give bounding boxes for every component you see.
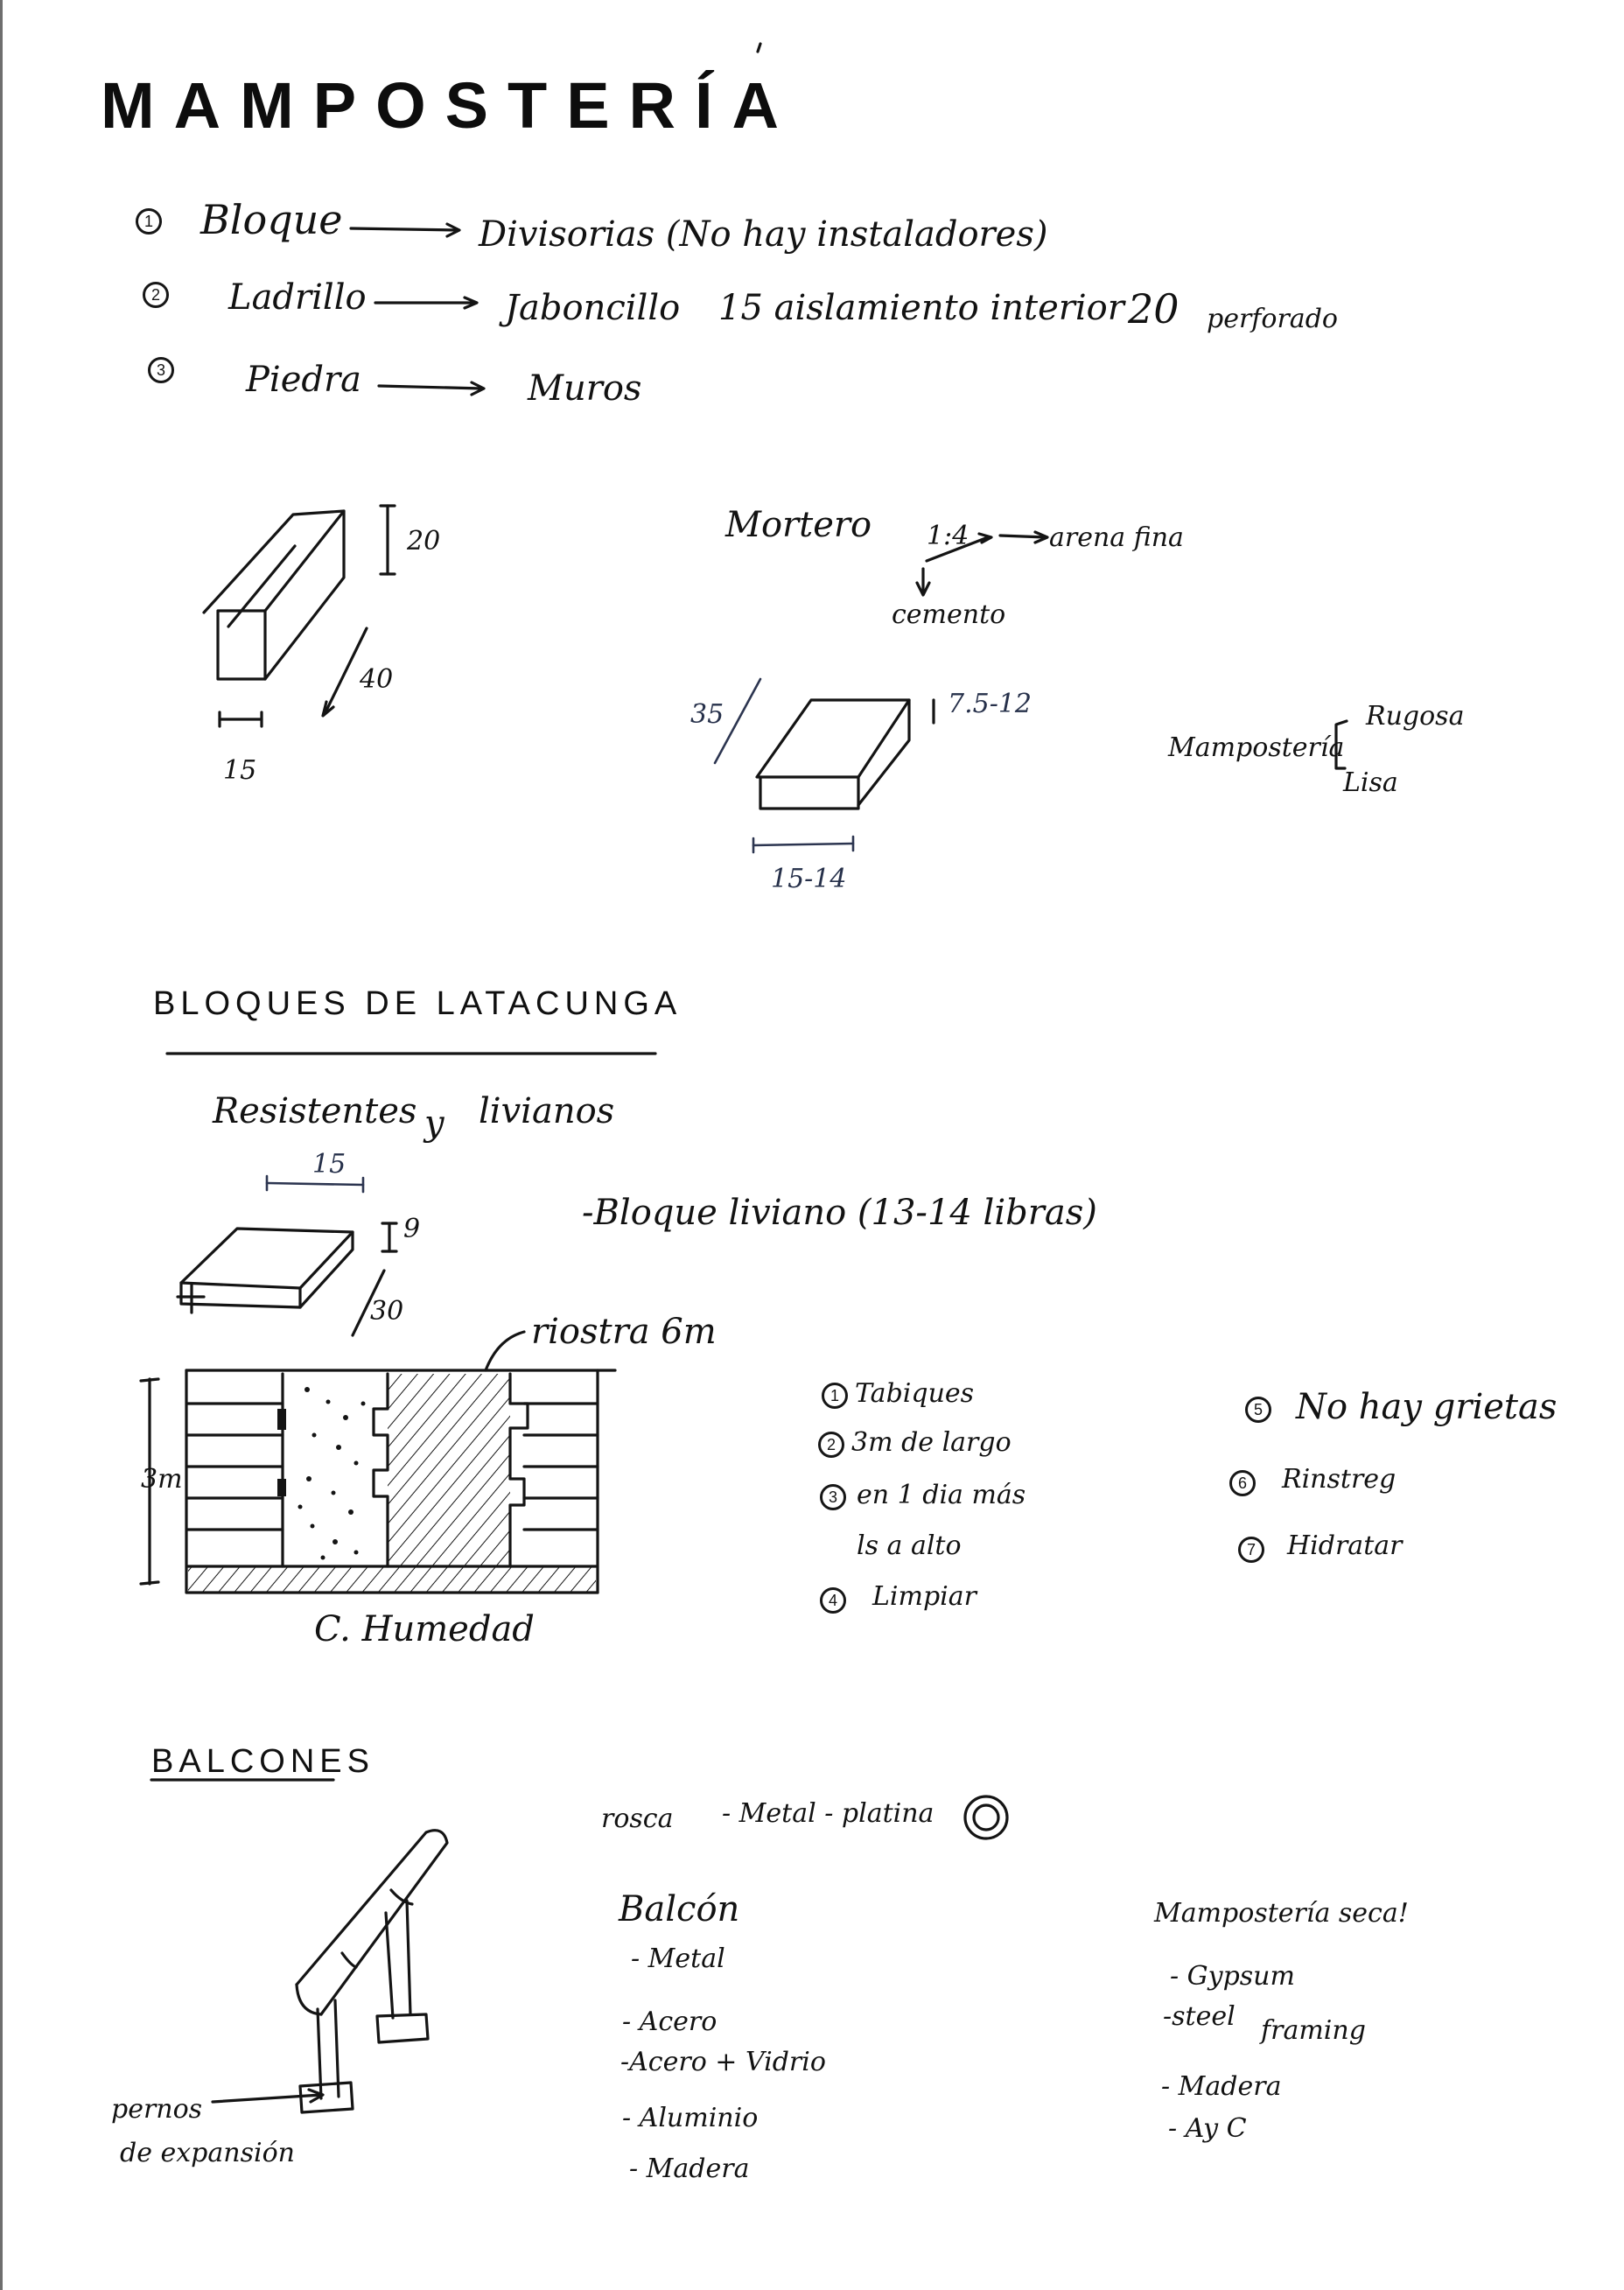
step-number-4: 4 — [820, 1587, 846, 1614]
ladrillo-type: perforado — [1207, 304, 1338, 334]
seca-item-madera: - Madera — [1161, 2071, 1282, 2102]
step-number-2: 2 — [818, 1432, 844, 1458]
block-width-label: 15 — [223, 755, 257, 786]
balcon-item-acero: - Acero — [622, 2006, 718, 2037]
note-number-5: 5 — [1245, 1397, 1271, 1423]
wall-height-label: 3m — [141, 1464, 183, 1495]
latacunga-subtitle-2: y — [424, 1103, 444, 1144]
material-use-ladrillo: Jaboncillo — [505, 288, 681, 328]
balcon-item-madera: - Madera — [629, 2153, 750, 2184]
mortero-ratio-target: arena fina — [1049, 522, 1184, 553]
latacunga-subtitle-3: livianos — [479, 1091, 615, 1131]
mamposteria-label: Mampostería — [1168, 732, 1345, 763]
latacunga-subtitle-1: Resistentes — [213, 1091, 417, 1131]
sketch-layer — [3, 0, 1624, 2290]
note-number-7: 7 — [1238, 1537, 1264, 1563]
step-text-3b: ls a alto — [857, 1530, 962, 1561]
railing-sketch — [213, 1831, 447, 2112]
balcon-item-metal: - Metal — [631, 1943, 725, 1974]
seca-item-ayc: - Ay C — [1168, 2113, 1247, 2144]
pernos-label-1: pernos — [111, 2094, 203, 2125]
note-number-6: 6 — [1229, 1470, 1256, 1496]
mortar-depth-label: 35 — [690, 699, 724, 730]
rosca-symbol — [965, 1796, 1007, 1838]
wall-section-sketch — [141, 1332, 615, 1593]
seca-item-steel: -steel — [1163, 2001, 1236, 2032]
balcones-heading: BALCONES — [151, 1743, 374, 1780]
material-use-bloque: Divisorias (No hay instaladores) — [479, 214, 1048, 255]
latacunga-block-height: 9 — [403, 1214, 421, 1244]
note-text-6: Rinstreg — [1282, 1464, 1396, 1495]
material-arrows — [351, 224, 484, 395]
item-number-2: 2 — [143, 282, 169, 308]
rosca-label: rosca — [601, 1803, 674, 1834]
balcon-item-acero-vidrio: -Acero + Vidrio — [620, 2047, 826, 2077]
latacunga-heading: BLOQUES DE LATACUNGA — [153, 985, 682, 1022]
mamposteria-option-rugosa: Rugosa — [1366, 701, 1465, 732]
seca-item-framing: framing — [1261, 2015, 1366, 2046]
accent-mark — [758, 44, 760, 52]
item-number-3: 3 — [148, 357, 174, 383]
mamposteria-option-lisa: Lisa — [1343, 767, 1398, 798]
material-name-piedra: Piedra — [246, 360, 361, 400]
step-text-3: en 1 dia más — [857, 1480, 1026, 1510]
material-name-ladrillo: Ladrillo — [228, 277, 367, 318]
pernos-label-2: de expansión — [120, 2138, 295, 2168]
mortar-width-label: 15-14 — [771, 864, 847, 894]
mortero-ratio-below: cemento — [892, 599, 1006, 630]
latacunga-block-depth: 30 — [370, 1296, 404, 1327]
rosca-line: - Metal - platina — [722, 1798, 934, 1829]
wall-riostra-label: riostra 6m — [531, 1312, 717, 1352]
block-depth-label: 40 — [360, 664, 394, 695]
mortero-label: Mortero — [725, 505, 872, 545]
note-text-7: Hidratar — [1287, 1530, 1403, 1561]
step-text-4: Limpiar — [872, 1581, 976, 1612]
latacunga-block-width: 15 — [312, 1149, 346, 1180]
mortar-brick-sketch — [715, 679, 934, 852]
balcon-title: Balcón — [619, 1889, 740, 1929]
material-use-piedra: Muros — [528, 368, 642, 409]
ladrillo-note: 15 aislamiento interior — [718, 288, 1124, 328]
seca-item-gypsum: - Gypsum — [1170, 1961, 1295, 1992]
step-text-1: Tabiques — [855, 1378, 975, 1409]
latacunga-block-note: -Bloque liviano (13-14 libras) — [582, 1193, 1097, 1233]
page-title: MAMPOSTERÍA — [101, 69, 798, 142]
ladrillo-size: 20 — [1128, 285, 1180, 333]
latacunga-block-sketch — [178, 1176, 396, 1335]
balcon-item-aluminio: - Aluminio — [622, 2103, 759, 2133]
wall-base-label: C. Humedad — [314, 1609, 535, 1649]
material-name-bloque: Bloque — [200, 196, 343, 243]
seca-title: Mampostería seca! — [1154, 1898, 1409, 1929]
block-height-label: 20 — [407, 526, 441, 557]
step-text-2: 3m de largo — [851, 1427, 1012, 1458]
step-number-1: 1 — [822, 1383, 848, 1409]
step-number-3: 3 — [820, 1484, 846, 1510]
mortar-height-label: 7.5-12 — [948, 689, 1032, 719]
note-text-5: No hay grietas — [1296, 1387, 1558, 1427]
item-number-1: 1 — [136, 208, 162, 235]
mortero-ratio: 1:4 — [927, 521, 970, 551]
